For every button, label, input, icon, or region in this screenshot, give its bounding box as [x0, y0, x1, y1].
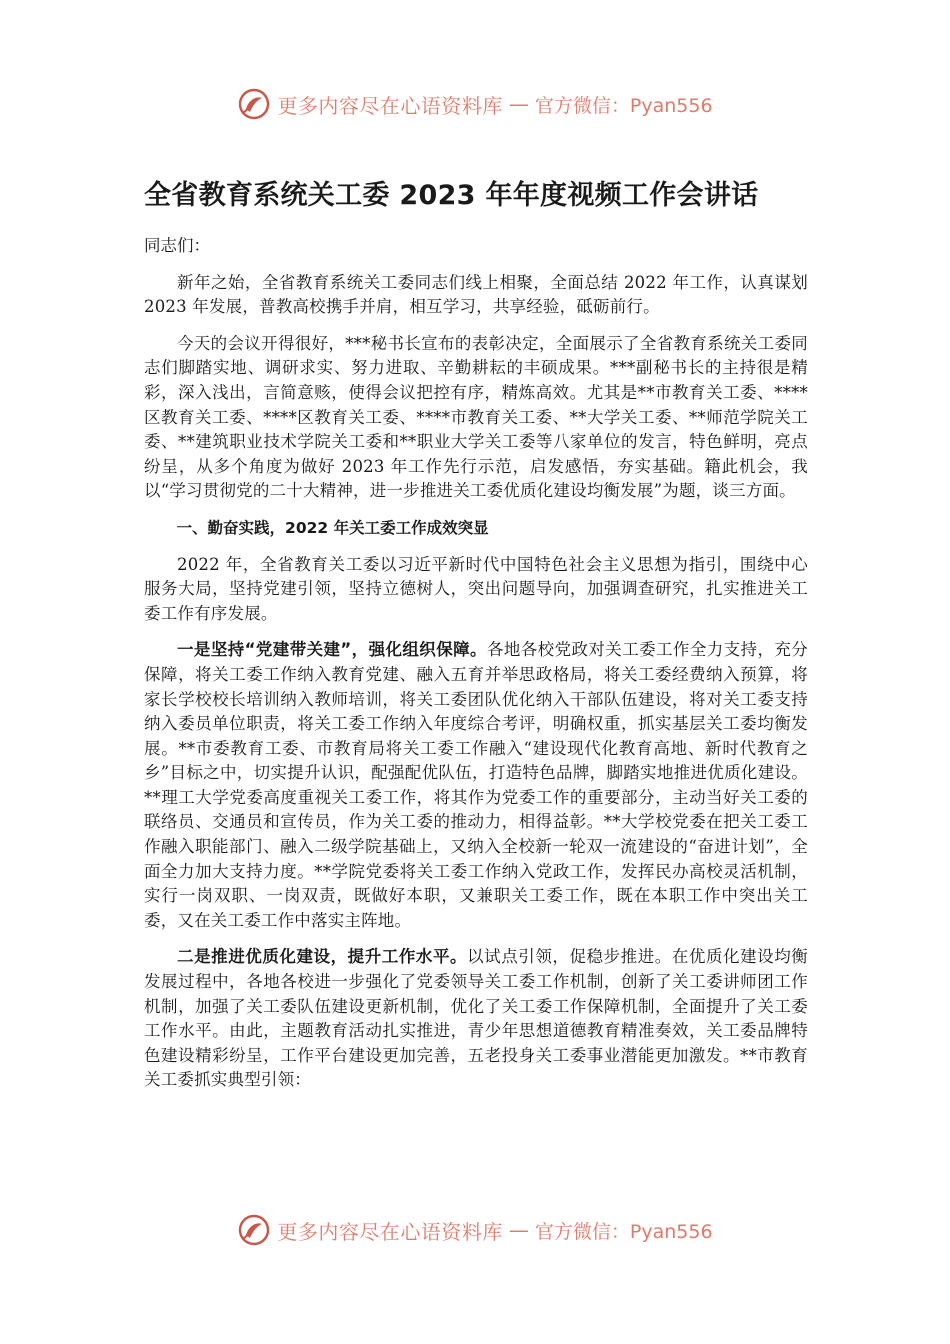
- banner-content: [237, 87, 712, 121]
- paragraph-text: 各地各校党政对关工委工作全力支持，充分保障，将关工委工作纳入教育党建、融入五育并举思政格局，将关工委经费纳入预算，将家长学校校长培训纳入教师培训，将关工委团队优化纳入干部队伍建设，将对关工委支持纳入委员单位职责，将关工委工作纳入年度综合考评，明确权重，抓实基层关工委均衡发展。**市委教育工委、市教育局将关工委工作融入“建设现代化教育高地、新时代教育之乡”目标之中，切实提升认识，配强配优队伍，打造特色品牌，脚踏实地推进优质化建设。**理工大学党委高度重视关工委工作，将其作为党委工作的重要部分，主动当好关工委的联络员、交通员和宣传员，作为关工委的推动力，相得益彰。**大学校党委在把关工委工作融入职能部门、融入二级学院基础上，又纳入全校新一轮双一流建设的“奋进计划”，全面全力加大支持力度。**学院党委将关工委工作纳入党政工作，发挥民办高校灵活机制，实行一岗双职、一岗双责，既做好本职，又兼职关工委工作，既在本职工作中突出关工委，又在关工委工作中落实主阵地。: [144, 640, 808, 930]
- paragraph-lead: 二是推进优质化建设，提升工作水平。: [177, 947, 468, 967]
- paragraph: 今天的会议开得很好，***秘书长宣布的表彰决定，全面展示了全省教育系统关工委同志们脚踏实地、调研求实、努力进取、辛勤耕耘的丰硕成果。***副秘书长的主持很是精彩，深入浅出，言简意赅，使得会议把控有序，精炼高效。尤其是**市教育关工委、****区教育关工委、****区教育关工委、****市教育关工委、**大学关工委、**师范学院关工委、**建筑职业技术学院关工委和**职业大学关工委等八家单位的发言，特色鲜明，亮点纷呈，从多个角度为做好 2023 年工作先行示范，启发感悟，夯实基础。籍此机会，我以“学习贯彻党的二十大精神，进一步推进关工委优质化建设均衡发展”为题，谈三方面。: [144, 333, 808, 501]
- paragraph-lead: 一是坚持“党建带关建”，强化组织保障。: [177, 640, 487, 660]
- banner-wechat: 官方微信：Pyan556: [534, 1220, 713, 1243]
- banner-text: 更多内容尽在心语资料库: [277, 1219, 503, 1244]
- banner-wechat: 官方微信：Pyan556: [534, 94, 713, 117]
- paragraph: [144, 638, 808, 933]
- brand-logo-icon: [237, 87, 271, 121]
- paragraph: 新年之始，全省教育系统关工委同志们线上相聚，全面总结 2022 年工作，认真谋划 2023 年发展，普教高校携手并肩，相互学习，共享经验，砥砺前行。: [144, 272, 808, 317]
- section-heading: 一、勤奋实践，2022 年关工委工作成效突显: [176, 518, 489, 537]
- footer-banner: [0, 1208, 950, 1252]
- document-title: 全省教育系统关工委 2023 年年度视频工作会讲话: [144, 180, 759, 211]
- brand-logo-icon: [237, 1213, 271, 1247]
- banner-text: 更多内容尽在心语资料库: [277, 93, 503, 118]
- banner-separator: —: [508, 92, 529, 116]
- banner-separator: —: [508, 1218, 529, 1242]
- paragraph: [144, 945, 808, 1093]
- document-body: [144, 168, 808, 1105]
- banner-content: [237, 1213, 712, 1247]
- paragraph: 2022 年，全省教育关工委以习近平新时代中国特色社会主义思想为指引，围绕中心服务大局，坚持党建引领，坚持立德树人，突出问题导向，加强调查研究，扎实推进关工委工作有序发展。: [144, 554, 808, 623]
- salutation: 同志们：: [144, 236, 210, 255]
- paragraph-text: 以试点引领，促稳步推进。在优质化建设均衡发展过程中，各地各校进一步强化了党委领导关工委工作机制，创新了关工委讲师团工作机制，加强了关工委队伍建设更新机制，优化了关工委工作保障机制，全面提升了关工委工作水平。由此，主题教育活动扎实推进，青少年思想道德教育精准奏效，关工委品牌特色建设精彩纷呈，工作平台建设更加完善，五老投身关工委事业潜能更加激发。**市教育关工委抓实典型引领：: [144, 947, 809, 1090]
- header-banner: [0, 82, 950, 126]
